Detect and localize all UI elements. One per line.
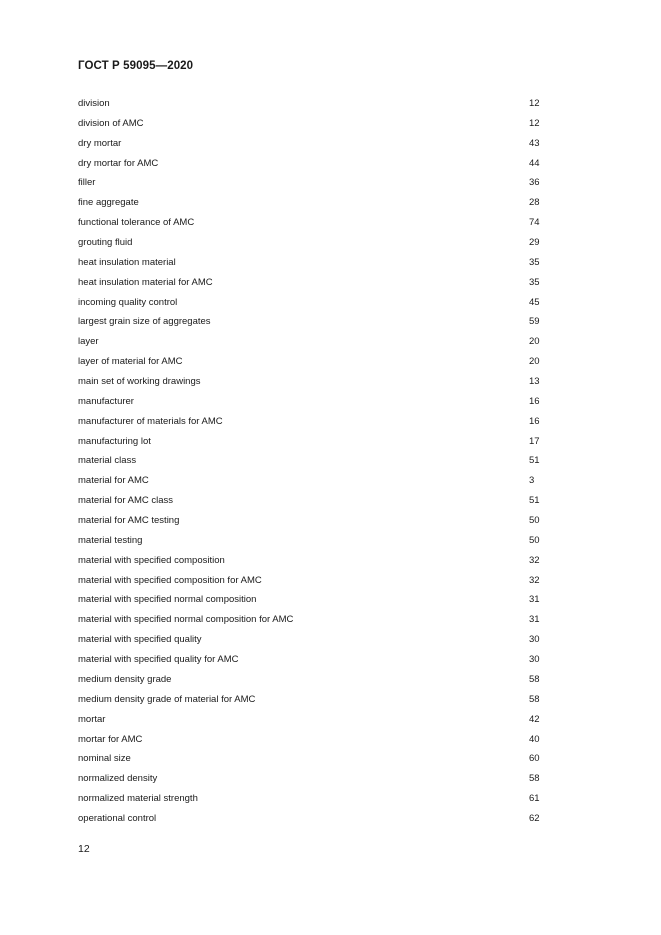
index-page-number: 35 <box>529 276 540 288</box>
index-term: material for AMC <box>78 475 149 487</box>
index-page-number: 20 <box>529 336 540 348</box>
index-entry <box>78 511 548 531</box>
index-entry <box>78 571 548 591</box>
index-page-number: 58 <box>529 673 540 685</box>
index-page-number: 29 <box>529 237 540 249</box>
index-page-number: 50 <box>529 534 540 546</box>
index-entry <box>78 372 548 392</box>
index-page-number: 40 <box>529 733 540 745</box>
index-term: material testing <box>78 534 143 546</box>
index-term: main set of working drawings <box>78 376 201 388</box>
index-page-number: 58 <box>529 693 540 705</box>
index-entry <box>78 392 548 412</box>
index-entry <box>78 432 548 452</box>
index-page-number: 16 <box>529 395 540 407</box>
index-page-number: 45 <box>529 296 540 308</box>
index-page-number: 12 <box>529 117 540 129</box>
index-page-number: 36 <box>529 177 540 189</box>
index-entry <box>78 412 548 432</box>
index-page-number: 58 <box>529 773 540 785</box>
index-entry <box>78 670 548 690</box>
index-page-number: 32 <box>529 554 540 566</box>
index-term: material with specified composition <box>78 554 225 566</box>
index-page-number: 43 <box>529 137 540 149</box>
index-page-number: 32 <box>529 574 540 586</box>
index-term: manufacturing lot <box>78 435 151 447</box>
index-term: normalized material strength <box>78 793 198 805</box>
index-page-number: 44 <box>529 157 540 169</box>
index-page-number: 30 <box>529 634 540 646</box>
index-entry <box>78 332 548 352</box>
index-term: division <box>78 98 110 109</box>
index-term: material class <box>78 455 137 467</box>
index-entry <box>78 551 548 571</box>
index-term: division of AMC <box>78 117 144 129</box>
index-page-number: 17 <box>529 435 540 447</box>
index-page-number: 74 <box>529 217 540 229</box>
index-term: filler <box>78 177 96 189</box>
index-page-number: 51 <box>529 455 540 467</box>
index-term: manufacturer <box>78 395 134 407</box>
index-page-number: 61 <box>529 793 540 805</box>
index-page-number: 31 <box>529 614 540 626</box>
index-entry <box>78 312 548 332</box>
index-entry <box>78 352 548 372</box>
page-number: 12 <box>78 843 90 855</box>
index-term: material with specified composition for AMC <box>78 574 262 586</box>
index-entry <box>78 769 548 789</box>
index-entry <box>78 154 548 174</box>
index-entry <box>78 134 548 154</box>
index-term: heat insulation material for AMC <box>78 276 213 288</box>
index-page-number: 50 <box>529 515 540 527</box>
index-entry <box>78 213 548 233</box>
index-entry <box>78 193 548 213</box>
index-term: manufacturer of materials for AMC <box>78 415 223 427</box>
index-entry <box>78 789 548 809</box>
index-entry <box>78 690 548 710</box>
document-code-header: ГОСТ Р 59095—2020 <box>78 60 194 72</box>
index-entry <box>78 809 548 829</box>
index-term: material with specified quality for AMC <box>78 654 239 666</box>
index-term: mortar <box>78 713 106 725</box>
index-page-number: 28 <box>529 197 540 209</box>
index-entry <box>78 471 548 491</box>
index-term: medium density grade <box>78 673 172 685</box>
index-page-number: 62 <box>529 812 540 824</box>
index-term: material with specified normal composition for AMC <box>78 614 294 626</box>
index-term: material for AMC testing <box>78 515 180 527</box>
index-entry <box>78 610 548 630</box>
index-term: medium density grade of material for AMC <box>78 693 256 705</box>
index-page-number: 31 <box>529 594 540 606</box>
index-entry <box>78 491 548 511</box>
index-entry <box>78 293 548 313</box>
index-term: operational control <box>78 812 157 824</box>
index-page-number: 16 <box>529 415 540 427</box>
index-entry <box>78 173 548 193</box>
index-page-number: 12 <box>529 98 540 109</box>
index-term: material with specified quality <box>78 634 202 646</box>
index-entry <box>78 233 548 253</box>
index-page-number: 13 <box>529 376 540 388</box>
index-term: dry mortar <box>78 137 122 149</box>
index-entry <box>78 273 548 293</box>
index-term: mortar for AMC <box>78 733 143 745</box>
index-term: heat insulation material <box>78 256 176 268</box>
index-term: dry mortar for AMC <box>78 157 159 169</box>
index-entry <box>78 650 548 670</box>
index-term: fine aggregate <box>78 197 139 209</box>
index-term: largest grain size of aggregates <box>78 316 211 328</box>
index-page-number: 30 <box>529 654 540 666</box>
index-page-number: 60 <box>529 753 540 765</box>
index-entry <box>78 710 548 730</box>
index-entry <box>78 630 548 650</box>
index-entry <box>78 749 548 769</box>
index-entry <box>78 94 548 114</box>
index-entry <box>78 114 548 134</box>
index-page-number: 59 <box>529 316 540 328</box>
index-page-number: 3 <box>529 475 535 487</box>
index-term: material with specified normal composition <box>78 594 257 606</box>
index-term: functional tolerance of AMC <box>78 217 195 229</box>
index-term: grouting fluid <box>78 237 133 249</box>
index-term: normalized density <box>78 773 158 785</box>
index-term: layer <box>78 336 99 348</box>
term-index-list <box>78 94 548 829</box>
index-page-number: 42 <box>529 713 540 725</box>
index-page-number: 51 <box>529 495 540 507</box>
index-entry <box>78 730 548 750</box>
index-entry <box>78 253 548 273</box>
index-entry <box>78 590 548 610</box>
index-term: layer of material for AMC <box>78 356 183 368</box>
index-page-number: 35 <box>529 256 540 268</box>
index-term: material for AMC class <box>78 495 174 507</box>
index-term: nominal size <box>78 753 131 765</box>
index-page-number: 20 <box>529 356 540 368</box>
index-term: incoming quality control <box>78 296 178 308</box>
index-entry <box>78 531 548 551</box>
index-entry <box>78 451 548 471</box>
